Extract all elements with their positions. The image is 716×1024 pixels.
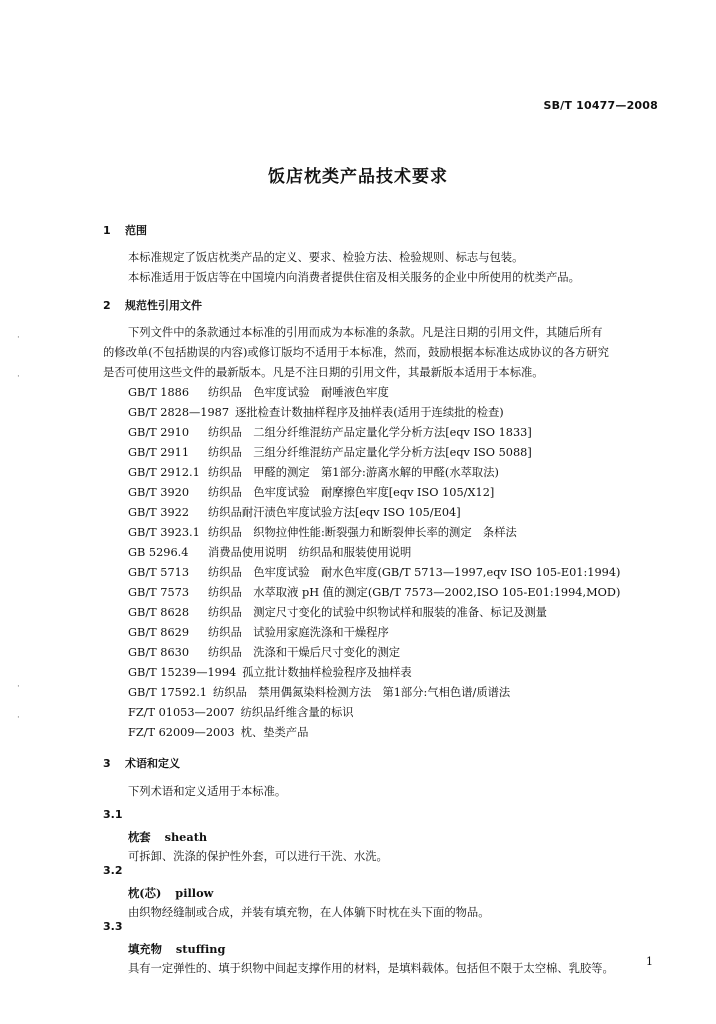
section-number: 3 <box>103 757 111 770</box>
term-definition: 可拆卸、洗涤的保护性外套，可以进行干洗、水洗。 <box>128 850 388 863</box>
paragraph: 本标准规定了饭店枕类产品的定义、要求、检验方法、检验规则、标志与包装。 <box>128 251 524 264</box>
term-english: sheath <box>164 830 208 844</box>
paragraph: 本标准适用于饭店等在中国境内向消费者提供住宿及相关服务的企业中所使用的枕类产品。 <box>128 271 580 284</box>
reference-title: 纺织品 水萃取液 pH 值的测定(GB/T 7573—2002,ISO 105-E01:1994,MOD) <box>208 586 621 599</box>
section-2-heading <box>103 299 202 313</box>
section-1-heading <box>103 224 147 238</box>
paragraph-line: 的修改单(不包括勘误的内容)或修订版均不适用于本标准，然而，鼓励根据本标准达成协议的各方研究 <box>103 346 609 359</box>
reference-item <box>128 546 411 560</box>
term-entry <box>128 886 213 900</box>
term-english: stuffing <box>175 942 226 956</box>
section-title: 范围 <box>125 224 147 237</box>
reference-item <box>128 486 494 500</box>
reference-code: GB 5296.4 <box>128 546 189 559</box>
reference-title: 纺织品 二组分纤维混纺产品定量化学分析方法[eqv ISO 1833] <box>208 426 532 439</box>
reference-code: GB/T 15239—1994 <box>128 666 237 679</box>
term-entry <box>128 942 225 956</box>
clause-number: 3.2 <box>103 864 123 877</box>
reference-code: GB/T 8628 <box>128 606 190 619</box>
reference-code: GB/T 3923.1 <box>128 526 200 539</box>
reference-item <box>128 506 461 520</box>
scan-speck: · <box>17 333 20 343</box>
term-definition: 由织物经缝制或合成，并装有填充物，在人体躺下时枕在头下面的物品。 <box>128 906 490 919</box>
term-english: pillow <box>175 886 214 900</box>
reference-title: 纺织品 禁用偶氮染料检测方法 第1部分:气相色谱/质谱法 <box>212 686 511 699</box>
reference-title: 纺织品 洗涤和干燥后尺寸变化的测定 <box>208 646 401 659</box>
reference-item <box>128 606 547 620</box>
term-chinese: 枕(芯) <box>128 886 162 900</box>
reference-title: 逐批检查计数抽样程序及抽样表(适用于连续批的检查) <box>235 406 504 419</box>
reference-title: 纺织品纤维含量的标识 <box>240 706 354 719</box>
reference-title: 纺织品 三组分纤维混纺产品定量化学分析方法[eqv ISO 5088] <box>208 446 532 459</box>
clause-number: 3.3 <box>103 920 123 933</box>
reference-item <box>128 706 354 720</box>
reference-item <box>128 586 620 600</box>
reference-title: 纺织品 织物拉伸性能:断裂强力和断裂伸长率的测定 条样法 <box>208 526 517 539</box>
paragraph: 下列术语和定义适用于本标准。 <box>128 785 287 798</box>
reference-code: GB/T 2911 <box>128 446 190 459</box>
section-3-heading <box>103 757 180 771</box>
scan-speck: · <box>17 372 20 382</box>
reference-item <box>128 686 510 700</box>
reference-code: GB/T 2912.1 <box>128 466 200 479</box>
reference-item <box>128 526 517 540</box>
section-title: 规范性引用文件 <box>125 299 202 312</box>
standard-number: SB/T 10477—2008 <box>543 99 658 112</box>
reference-title: 纺织品 甲醛的测定 第1部分:游离水解的甲醛(水萃取法) <box>208 466 499 479</box>
scan-speck: · <box>17 682 20 692</box>
reference-title: 纺织品 色牢度试验 耐水色牢度(GB/T 5713—1997,eqv ISO 105-E01:1994) <box>208 566 621 579</box>
reference-item <box>128 406 504 420</box>
clause-number: 3.1 <box>103 808 123 821</box>
reference-code: GB/T 3922 <box>128 506 190 519</box>
reference-code: GB/T 2828—1987 <box>128 406 230 419</box>
reference-item <box>128 566 620 580</box>
scan-speck: · <box>17 713 20 723</box>
reference-item <box>128 626 389 640</box>
reference-item <box>128 646 400 660</box>
reference-item <box>128 726 308 740</box>
reference-title: 纺织品耐汗渍色牢度试验方法[eqv ISO 105/E04] <box>208 506 461 519</box>
term-entry <box>128 830 207 844</box>
reference-code: GB/T 3920 <box>128 486 190 499</box>
reference-title: 孤立批计数抽样检验程序及抽样表 <box>242 666 412 679</box>
reference-item <box>128 666 412 680</box>
reference-title: 纺织品 测定尺寸变化的试验中织物试样和服装的准备、标记及测量 <box>208 606 547 619</box>
reference-item <box>128 426 532 440</box>
reference-code: GB/T 17592.1 <box>128 686 207 699</box>
reference-code: GB/T 2910 <box>128 426 190 439</box>
term-chinese: 填充物 <box>128 942 162 956</box>
reference-title: 纺织品 色牢度试验 耐唾液色牢度 <box>208 386 389 399</box>
reference-title: 枕、垫类产品 <box>240 726 309 739</box>
section-number: 2 <box>103 299 111 312</box>
term-definition: 具有一定弹性的、填于织物中间起支撑作用的材料，是填料载体。包括但不限于太空棉、乳胶等。 <box>128 962 614 975</box>
paragraph-line: 下列文件中的条款通过本标准的引用而成为本标准的条款。凡是注日期的引用文件，其随后所有 <box>128 326 603 339</box>
paragraph-line: 是否可使用这些文件的最新版本。凡是不注日期的引用文件，其最新版本适用于本标准。 <box>103 366 544 379</box>
reference-code: GB/T 8629 <box>128 626 190 639</box>
reference-code: GB/T 5713 <box>128 566 190 579</box>
reference-code: GB/T 1886 <box>128 386 190 399</box>
section-number: 1 <box>103 224 111 237</box>
reference-item <box>128 446 532 460</box>
term-chinese: 枕套 <box>128 830 151 844</box>
reference-code: GB/T 8630 <box>128 646 190 659</box>
reference-title: 消费品使用说明 纺织品和服装使用说明 <box>208 546 412 559</box>
reference-item <box>128 466 499 480</box>
reference-code: FZ/T 01053—2007 <box>128 706 235 719</box>
document-title: 饭店枕类产品技术要求 <box>268 167 448 187</box>
reference-title: 纺织品 色牢度试验 耐摩擦色牢度[eqv ISO 105/X12] <box>208 486 495 499</box>
reference-title: 纺织品 试验用家庭洗涤和干燥程序 <box>208 626 389 639</box>
section-title: 术语和定义 <box>125 757 180 770</box>
reference-code: GB/T 7573 <box>128 586 190 599</box>
reference-code: FZ/T 62009—2003 <box>128 726 235 739</box>
reference-item <box>128 386 389 400</box>
page-number: 1 <box>646 955 653 968</box>
